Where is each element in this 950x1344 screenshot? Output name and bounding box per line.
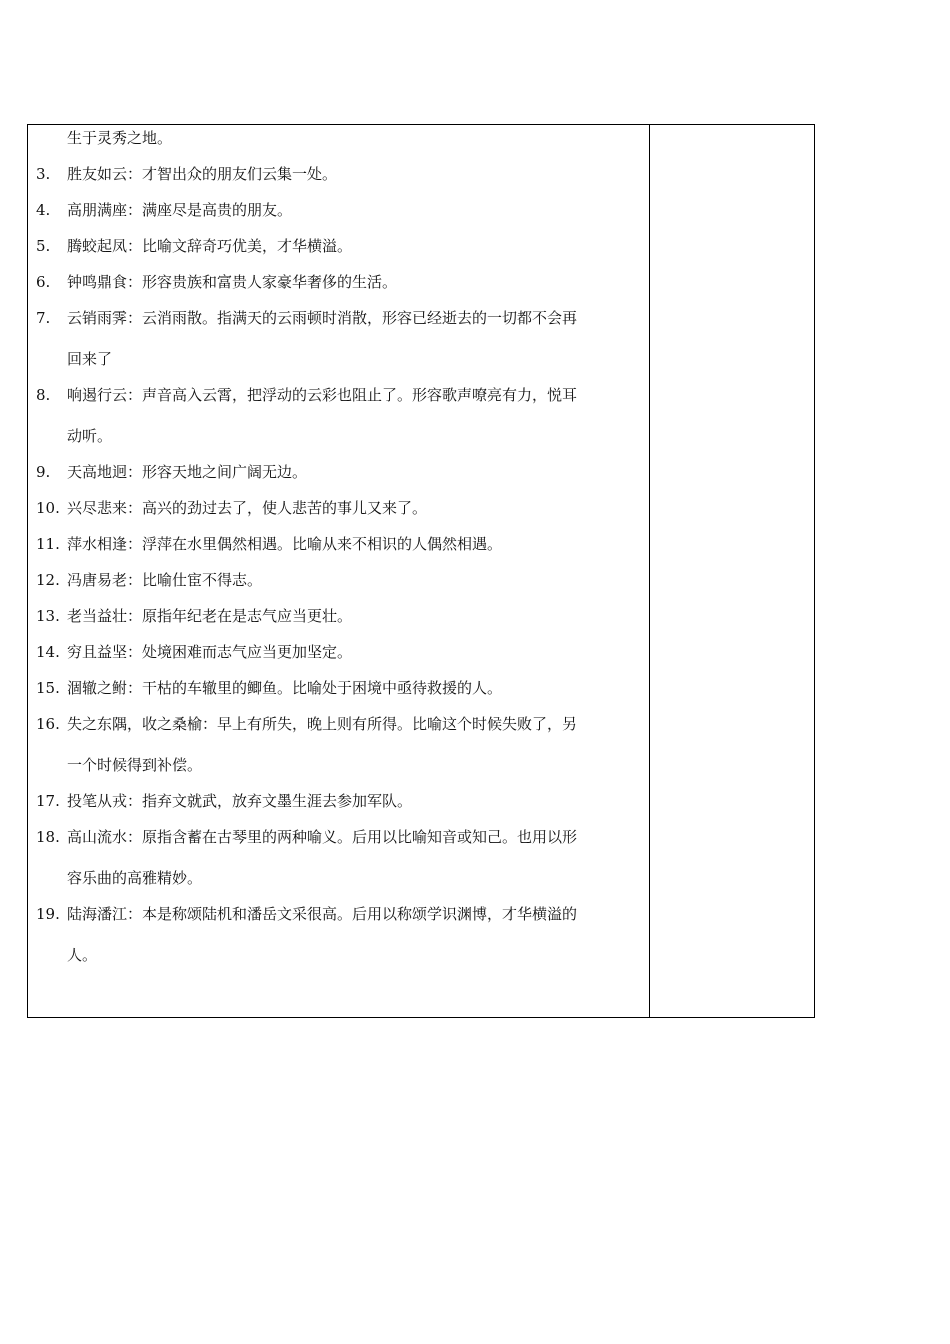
list-item bbox=[36, 606, 639, 626]
entry-number: 7. bbox=[36, 309, 51, 327]
entry-text: 投笔从戎：指弃文就武，放弃文墨生涯去参加军队。 bbox=[67, 792, 413, 810]
entry-number: 17. bbox=[36, 792, 60, 810]
list-item bbox=[36, 714, 639, 775]
entry-number: 19. bbox=[36, 905, 60, 923]
entry-text: 萍水相逢：浮萍在水里偶然相遇。比喻从来不相识的人偶然相遇。 bbox=[67, 535, 503, 553]
entry-text: 高山流水：原指含蓄在古琴里的两种喻义。后用以比喻知音或知己。也用以形 bbox=[67, 828, 578, 846]
continuation-line: 生于灵秀之地。 bbox=[67, 129, 173, 147]
entry-text: 钟鸣鼎食：形容贵族和富贵人家豪华奢侈的生活。 bbox=[67, 273, 398, 291]
entry-text: 腾蛟起凤：比喻文辞奇巧优美，才华横溢。 bbox=[67, 237, 353, 255]
list-item bbox=[36, 534, 639, 554]
entry-first-line bbox=[36, 164, 639, 184]
list-item bbox=[36, 904, 639, 965]
entry-first-line bbox=[36, 272, 639, 292]
entry-number: 12. bbox=[36, 571, 60, 589]
entry-text: 涸辙之鲋：干枯的车辙里的鲫鱼。比喻处于困境中亟待救援的人。 bbox=[67, 679, 503, 697]
entry-number: 9. bbox=[36, 463, 51, 481]
entry-first-line bbox=[36, 606, 639, 626]
entry-continuation-line: 回来了 bbox=[67, 350, 113, 368]
list-item bbox=[36, 791, 639, 811]
main-content-cell bbox=[28, 125, 649, 1017]
side-empty-cell bbox=[650, 125, 814, 1017]
entry-number: 13. bbox=[36, 607, 60, 625]
entry-number: 6. bbox=[36, 273, 51, 291]
entry-number: 8. bbox=[36, 386, 51, 404]
entry-continuation-line: 一个时候得到补偿。 bbox=[67, 756, 203, 774]
entry-continuation-line: 动听。 bbox=[67, 427, 113, 445]
entry-number: 18. bbox=[36, 828, 60, 846]
list-item bbox=[36, 570, 639, 590]
entry-number: 16. bbox=[36, 715, 60, 733]
entry-continuation-line: 人。 bbox=[67, 946, 98, 964]
document-table bbox=[27, 124, 815, 1018]
entry-first-line bbox=[36, 308, 639, 328]
entry-text: 响遏行云：声音高入云霄，把浮动的云彩也阻止了。形容歌声嘹亮有力，悦耳 bbox=[67, 386, 578, 404]
entry-text: 高朋满座：满座尽是高贵的朋友。 bbox=[67, 201, 293, 219]
list-item bbox=[36, 272, 639, 292]
entry-first-line bbox=[36, 642, 639, 662]
entry-first-line bbox=[36, 570, 639, 590]
entry-first-line bbox=[36, 462, 639, 482]
list-item bbox=[36, 678, 639, 698]
list-item bbox=[36, 385, 639, 446]
list-item bbox=[36, 236, 639, 256]
list-item bbox=[36, 827, 639, 888]
entry-number: 10. bbox=[36, 499, 60, 517]
entry-list bbox=[36, 164, 639, 965]
entry-continuation-line: 容乐曲的高雅精妙。 bbox=[67, 869, 203, 887]
entry-text: 老当益壮：原指年纪老在是志气应当更壮。 bbox=[67, 607, 353, 625]
entry-number: 4. bbox=[36, 201, 51, 219]
entry-number: 15. bbox=[36, 679, 60, 697]
entry-first-line bbox=[36, 678, 639, 698]
list-item bbox=[36, 164, 639, 184]
entry-number: 11. bbox=[36, 535, 60, 553]
entry-text: 冯唐易老：比喻仕宦不得志。 bbox=[67, 571, 263, 589]
entry-number: 3. bbox=[36, 165, 51, 183]
entry-number: 5. bbox=[36, 237, 51, 255]
list-item bbox=[36, 642, 639, 662]
entry-first-line bbox=[36, 534, 639, 554]
list-item bbox=[36, 498, 639, 518]
entry-text: 陆海潘江：本是称颂陆机和潘岳文采很高。后用以称颂学识渊博，才华横溢的 bbox=[67, 905, 578, 923]
entry-first-line bbox=[36, 385, 639, 405]
entry-first-line bbox=[36, 714, 639, 734]
entry-first-line bbox=[36, 200, 639, 220]
entry-text: 天高地迥：形容天地之间广阔无边。 bbox=[67, 463, 308, 481]
entry-text: 穷且益坚：处境困难而志气应当更加坚定。 bbox=[67, 643, 353, 661]
entry-first-line bbox=[36, 791, 639, 811]
entry-first-line bbox=[36, 498, 639, 518]
entry-first-line bbox=[36, 904, 639, 924]
entry-first-line bbox=[36, 236, 639, 256]
entry-text: 兴尽悲来：高兴的劲过去了，使人悲苦的事儿又来了。 bbox=[67, 499, 428, 517]
list-item bbox=[36, 462, 639, 482]
entry-text: 失之东隅，收之桑榆：早上有所失，晚上则有所得。比喻这个时候失败了，另 bbox=[67, 715, 578, 733]
list-item bbox=[36, 308, 639, 369]
entry-text: 胜友如云：才智出众的朋友们云集一处。 bbox=[67, 165, 338, 183]
entry-text: 云销雨霁：云消雨散。指满天的云雨顿时消散，形容已经逝去的一切都不会再 bbox=[67, 309, 578, 327]
entry-number: 14. bbox=[36, 643, 60, 661]
list-item bbox=[36, 200, 639, 220]
entry-first-line bbox=[36, 827, 639, 847]
